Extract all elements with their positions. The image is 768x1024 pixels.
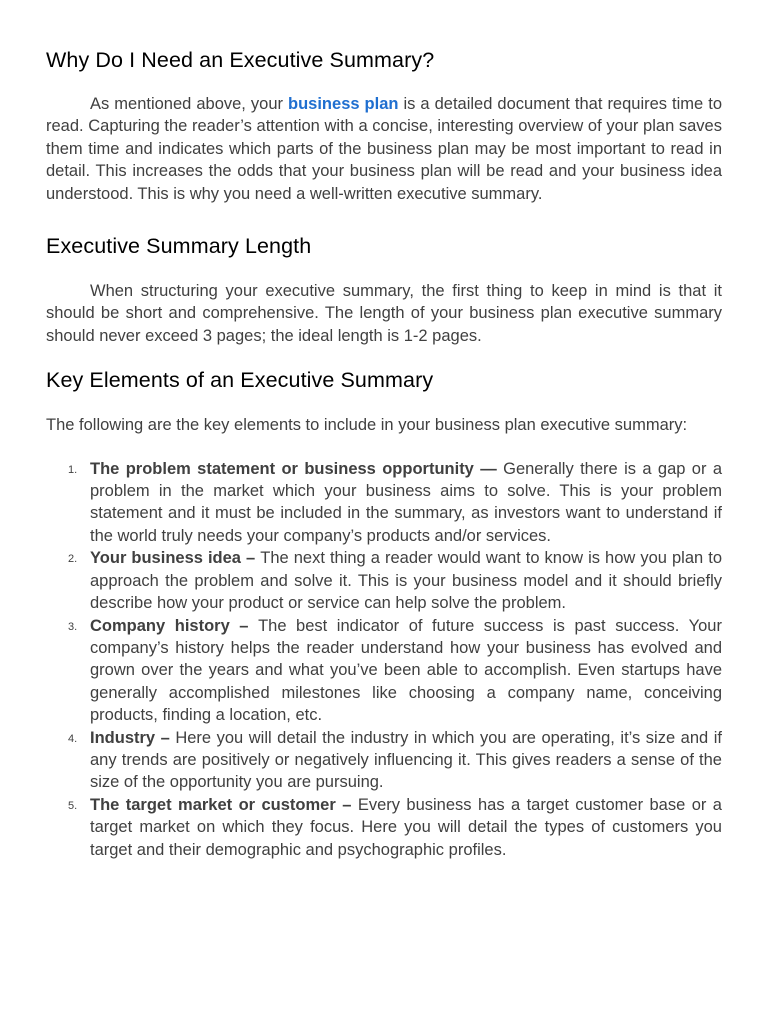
section-heading-why: Why Do I Need an Executive Summary? — [46, 48, 435, 72]
list-item-number: 5. — [68, 799, 78, 812]
list-item — [46, 794, 722, 861]
list-item-number: 1. — [68, 463, 78, 476]
length-paragraph: When structuring your executive summary, the first thing to keep in mind is that it should be short and comprehensive. The length of your business plan executive summary should never exceed 3 pages; the ideal length is 1-2 pages. — [46, 282, 722, 345]
business-plan-link[interactable]: business plan — [288, 95, 399, 113]
list-item-number: 4. — [68, 732, 78, 745]
list-item-term: Company history — [90, 616, 230, 635]
list-item-separator: – — [335, 795, 358, 814]
section-heading-key-elements: Key Elements of an Executive Summary — [46, 368, 434, 393]
list-item-text: Every business has a target customer base or a target market on which they focus. Here you will detail the types of customers you target and their demographic and psychographic profiles. — [90, 795, 722, 859]
why-paragraph-lead: As mentioned above, your — [90, 95, 289, 113]
list-item-text: Generally there is a gap or a problem in the market which your business aims to solve. This is your problem statement and it must be included in the summary, as investors want to understand if the world truly needs your company’s products and/or services. — [90, 459, 722, 545]
why-paragraph — [46, 93, 722, 205]
list-item-term: Your business idea — [90, 549, 241, 568]
list-item-text: Here you will detail the industry in which you are operating, it’s size and if any trends are positively or negatively influencing it. This gives readers a sense of the size of the opportunity you are pursuing. — [90, 728, 722, 792]
list-item-separator: – — [240, 549, 261, 568]
list-item-text: The best indicator of future success is past success. Your company’s history helps the reader understand how your business has evolved and grown over the years and what you’ve been able to accomplish. Even startups have generally accomplished milestones like choosing a company name, conceiving products, finding a location, etc. — [90, 616, 722, 725]
section-heading-length: Executive Summary Length — [46, 234, 312, 259]
list-item-separator: — — [473, 459, 504, 478]
why-paragraph-rest: is a detailed document that requires time to read. Capturing the reader’s attention with a concise, interesting overview of your plan saves them time and indicates which parts of the business plan may be most important to read in detail. This increases the odds that your business plan will be read and your business idea understood. This is why you need a well-written executive summary. — [46, 95, 723, 203]
list-item-separator: – — [229, 616, 259, 635]
list-item-number: 2. — [68, 553, 78, 566]
key-elements-list — [46, 458, 722, 861]
key-elements-intro: The following are the key elements to include in your business plan executive summary: — [46, 416, 688, 435]
list-item-separator: – — [155, 728, 176, 747]
list-item — [46, 727, 722, 794]
list-item — [46, 458, 722, 548]
list-item-term: The target market or customer — [90, 795, 336, 814]
list-item-text: The next thing a reader would want to know is how you plan to approach the problem and solve it. This is your business model and it should briefly describe how your product or service can help solve the problem. — [90, 549, 722, 613]
list-item-number: 3. — [68, 620, 78, 633]
list-item-term: The problem statement or business opportunity — [90, 459, 474, 478]
list-item-term: Industry — [90, 728, 156, 747]
list-item — [46, 547, 722, 614]
list-item — [46, 615, 722, 727]
